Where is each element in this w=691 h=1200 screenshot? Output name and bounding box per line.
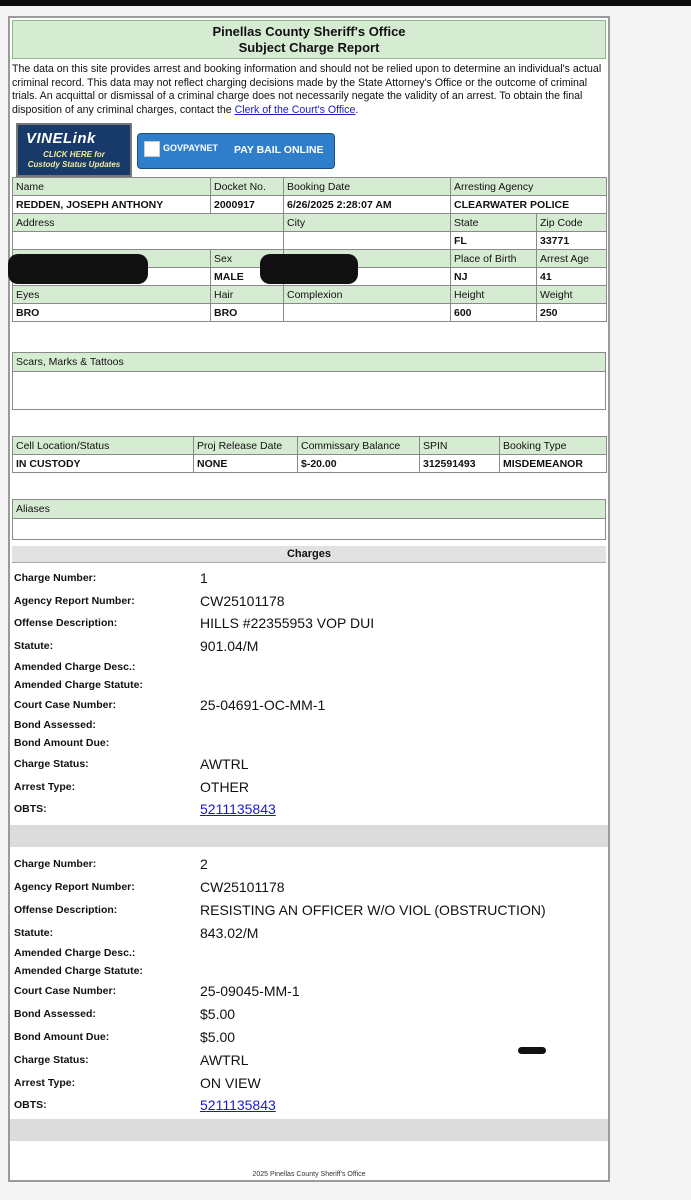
vinelink-sub1: CLICK HERE for	[43, 150, 105, 160]
top-bar	[0, 0, 691, 6]
city-value	[284, 232, 451, 250]
aliases-section	[12, 499, 606, 540]
obts-link[interactable]: 5211135843	[200, 801, 276, 818]
redaction-address	[8, 254, 148, 284]
bond-due-label: Bond Amount Due:	[14, 737, 110, 750]
obts-label: OBTS:	[14, 803, 47, 816]
hair-label: Hair	[211, 286, 284, 304]
vinelink-sub2: Custody Status Updates	[27, 159, 121, 169]
amended-desc-label: Amended Charge Desc.:	[14, 660, 136, 673]
booking-type-value: MISDEMEANOR	[500, 455, 607, 473]
address-label: Address	[13, 214, 284, 232]
offense-value: RESISTING AN OFFICER W/O VIOL (OBSTRUCTION)	[200, 901, 546, 918]
booking-date-value: 6/26/2025 2:28:07 AM	[284, 196, 451, 214]
sex-value: MALE	[211, 268, 284, 286]
report-header	[12, 20, 606, 59]
height-label: Height	[451, 286, 537, 304]
birthplace-value: NJ	[451, 268, 537, 286]
vinelink-subtitle	[18, 150, 130, 169]
arrest-type-label: Arrest Type:	[14, 780, 76, 793]
charge-2	[10, 853, 608, 1117]
govpaynet-logo-icon	[144, 141, 160, 157]
disclaimer	[10, 61, 608, 119]
pay-bail-label: PAY BAIL ONLINE	[234, 144, 324, 157]
bond-due-label: Bond Amount Due:	[14, 1030, 110, 1043]
statute-label: Statute:	[14, 926, 54, 939]
court-case-value: 25-04691-OC-MM-1	[200, 696, 326, 713]
height-value: 600	[451, 304, 537, 322]
charge-separator	[10, 1119, 608, 1141]
scars-value	[13, 372, 605, 409]
report-title: Subject Charge Report	[238, 40, 380, 55]
scars-section	[12, 352, 606, 410]
release-date-label: Proj Release Date	[194, 437, 298, 455]
charge-status-value: AWTRL	[200, 1051, 249, 1068]
arrest-type-value: OTHER	[200, 778, 249, 795]
disclaimer-end: .	[355, 103, 359, 116]
spin-label: SPIN	[420, 437, 500, 455]
charge-status-label: Charge Status:	[14, 1053, 89, 1066]
state-value: FL	[451, 232, 537, 250]
state-label: State	[451, 214, 537, 232]
charge-status-label: Charge Status:	[14, 757, 89, 770]
obts-link[interactable]: 5211135843	[200, 1097, 276, 1114]
charge-1	[10, 563, 608, 820]
agency-report-label: Agency Report Number:	[14, 880, 135, 893]
address-value	[13, 232, 284, 250]
subject-info-table	[12, 177, 607, 322]
agency-report-label: Agency Report Number:	[14, 594, 135, 607]
govpaynet-brand: GOVPAYNET	[163, 143, 219, 154]
cell-location-label: Cell Location/Status	[13, 437, 194, 455]
statute-label: Statute:	[14, 640, 54, 653]
court-case-label: Court Case Number:	[14, 985, 117, 998]
court-case-label: Court Case Number:	[14, 698, 117, 711]
name-label: Name	[13, 178, 211, 196]
bond-assessed-value: $5.00	[200, 1006, 236, 1023]
complexion-value	[284, 304, 451, 322]
disclaimer-text: The data on this site provides arrest and booking information and should not be relied upon to determine an individual's actual criminal record. This data may not reflect charging decisions made by the State Attorney's Office or the outcome of criminal trials. An acquittal or dismissal of a criminal charge does not necessarily negate the validity of an arrest. To obtain the final disposition of any criminal charges, contact the	[12, 63, 602, 116]
commissary-label: Commissary Balance	[298, 437, 420, 455]
agency-report-value: CW25101178	[200, 592, 285, 609]
charge-number-value: 1	[200, 569, 208, 586]
agency-label: Arresting Agency	[451, 178, 607, 196]
footer-copyright: 2025 Pinellas County Sheriff's Office	[252, 1171, 366, 1178]
clerk-link[interactable]: Clerk of the Court's Office	[234, 103, 356, 116]
docket-value: 2000917	[211, 196, 284, 214]
vinelink-button[interactable]	[16, 123, 132, 177]
weight-value: 250	[537, 304, 607, 322]
aliases-label: Aliases	[13, 500, 605, 519]
bond-due-value: $5.00	[200, 1028, 236, 1045]
scars-label: Scars, Marks & Tattoos	[13, 353, 605, 372]
arrest-age-value: 41	[537, 268, 607, 286]
city-label: City	[284, 214, 451, 232]
charge-number-label: Charge Number:	[14, 858, 97, 871]
birthplace-label: Place of Birth	[451, 250, 537, 268]
booking-date-label: Booking Date	[284, 178, 451, 196]
commissary-value: $-20.00	[298, 455, 420, 473]
offense-label: Offense Description:	[14, 617, 118, 630]
agency-value: CLEARWATER POLICE	[451, 196, 607, 214]
charge-status-value: AWTRL	[200, 755, 249, 772]
court-case-value: 25-09045-MM-1	[200, 983, 300, 1000]
arrest-age-label: Arrest Age	[537, 250, 607, 268]
offense-value: HILLS #22355953 VOP DUI	[200, 615, 375, 632]
zip-value: 33771	[537, 232, 607, 250]
weight-label: Weight	[537, 286, 607, 304]
arrest-type-label: Arrest Type:	[14, 1076, 76, 1089]
hair-value: BRO	[211, 304, 284, 322]
pay-bail-button[interactable]	[137, 133, 335, 169]
charge-number-label: Charge Number:	[14, 571, 97, 584]
amended-desc-label: Amended Charge Desc.:	[14, 946, 136, 959]
zip-label: Zip Code	[537, 214, 607, 232]
amended-statute-label: Amended Charge Statute:	[14, 678, 143, 691]
offense-label: Offense Description:	[14, 903, 118, 916]
service-links	[10, 119, 608, 177]
name-value: REDDEN, JOSEPH ANTHONY	[13, 196, 211, 214]
aliases-value	[13, 519, 605, 539]
bond-assessed-label: Bond Assessed:	[14, 1008, 96, 1021]
statute-value: 843.02/M	[200, 924, 259, 941]
spin-value: 312591493	[420, 455, 500, 473]
charge-separator	[10, 825, 608, 847]
report-frame	[8, 16, 610, 1182]
complexion-label: Complexion	[284, 286, 451, 304]
statute-value: 901.04/M	[200, 638, 259, 655]
cell-location-value: IN CUSTODY	[13, 455, 194, 473]
bond-assessed-label: Bond Assessed:	[14, 719, 96, 732]
vinelink-title: VINELink	[26, 130, 96, 148]
booking-type-label: Booking Type	[500, 437, 607, 455]
eyes-label: Eyes	[13, 286, 211, 304]
office-title: Pinellas County Sheriff's Office	[212, 24, 406, 39]
charge-number-value: 2	[200, 856, 208, 873]
redaction-city	[260, 254, 358, 284]
arrest-type-value: ON VIEW	[200, 1074, 261, 1091]
docket-label: Docket No.	[211, 178, 284, 196]
agency-report-value: CW25101178	[200, 878, 285, 895]
release-date-value: NONE	[194, 455, 298, 473]
redaction-mark	[518, 1047, 546, 1054]
sex-label: Sex	[211, 250, 284, 268]
charges-header: Charges	[12, 546, 606, 563]
obts-label: OBTS:	[14, 1099, 47, 1112]
eyes-value: BRO	[13, 304, 211, 322]
amended-statute-label: Amended Charge Statute:	[14, 964, 143, 977]
custody-table	[12, 436, 607, 473]
